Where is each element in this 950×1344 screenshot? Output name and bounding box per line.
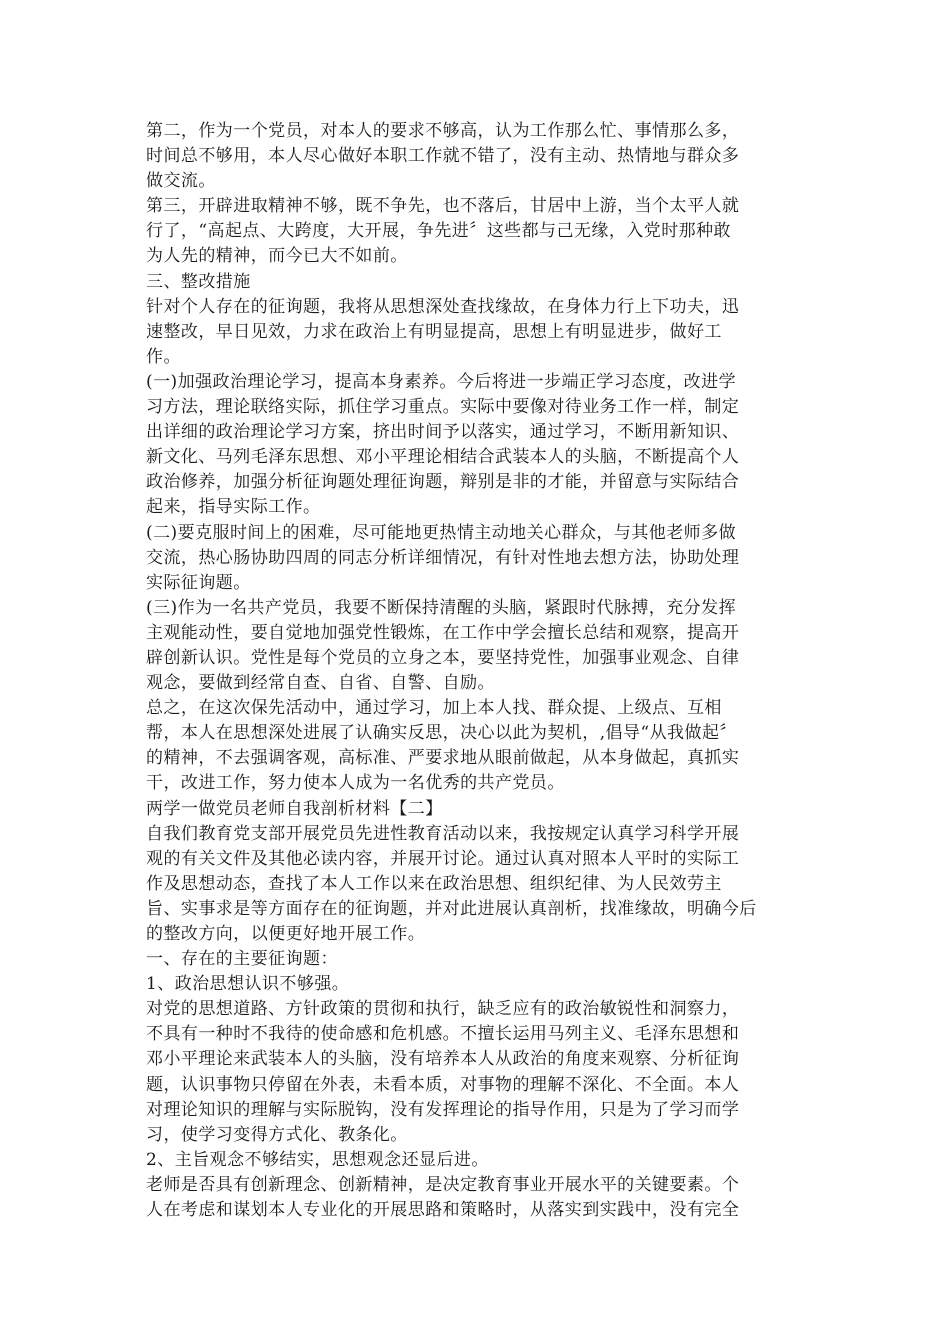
text-line: (二)要克服时间上的困难，尽可能地更热情主动地关心群众，与其他老师多做: [146, 522, 737, 543]
paragraph: [146, 972, 804, 997]
paragraph: [146, 696, 804, 796]
text-line: 交流，热心肠协助四周的同志分析详细情况，有针对性地去想方法，协助处理: [146, 547, 740, 568]
text-line: 两学一做党员老师自我剖析材料【二】: [146, 798, 443, 819]
text-line: 老师是否具有创新理念、创新精神，是决定教育事业开展水平的关键要素。个: [146, 1174, 740, 1195]
text-line: 帮，本人在思想深处进展了认确实反思，决心以此为契机，,倡导“从我做起〞: [146, 723, 737, 744]
text-line: 第三，开辟进取精神不够，既不争先，也不落后，甘居中上游，当个太平人就: [146, 196, 740, 217]
text-line: 邓小平理论来武装本人的头脑，没有培养本人从政治的角度来观察、分析征询: [146, 1049, 740, 1070]
paragraph: [146, 797, 804, 822]
paragraph: [146, 295, 804, 370]
paragraph: [146, 822, 804, 947]
text-line: 一、存在的主要征询题：: [146, 949, 338, 970]
text-line: 题，认识事物只停留在外表，未看本质，对事物的理解不深化、不全面。本人: [146, 1074, 740, 1095]
document-page: [146, 119, 804, 1223]
text-line: 自我们教育党支部开展党员先进性教育活动以来，我按规定认真学习科学开展: [146, 823, 740, 844]
paragraph: [146, 194, 804, 269]
text-line: 做交流。: [146, 171, 216, 192]
paragraph: [146, 947, 804, 972]
text-line: 不具有一种时不我待的使命感和危机感。不擅长运用马列主义、毛泽东思想和: [146, 1024, 740, 1045]
text-line: 为人先的精神，而今已大不如前。: [146, 246, 408, 267]
text-line: 新文化、马列毛泽东思想、邓小平理论相结合武装本人的头脑，不断提高个人: [146, 447, 740, 468]
text-line: 主观能动性，要自觉地加强党性锻炼，在工作中学会擅长总结和观察，提高开: [146, 622, 740, 643]
paragraph: [146, 370, 804, 521]
paragraph: [146, 270, 804, 295]
paragraph: [146, 119, 804, 194]
text-line: (一)加强政治理论学习，提高本身素养。今后将进一步端正学习态度，改进学: [146, 371, 737, 392]
text-line: 干，改进工作，努力使本人成为一名优秀的共产党员。: [146, 773, 565, 794]
text-line: 时间总不够用，本人尽心做好本职工作就不错了，没有主动、热情地与群众多: [146, 146, 740, 167]
text-line: 第二，作为一个党员，对本人的要求不够高，认为工作那么忙、事情那么多，: [146, 121, 740, 141]
text-line: 观的有关文件及其他必读内容，并展开讨论。通过认真对照本人平时的实际工: [146, 848, 740, 869]
text-line: 作。: [146, 346, 181, 367]
text-line: 人在考虑和谋划本人专业化的开展思路和策略时，从落实到实践中，没有完全: [146, 1200, 740, 1221]
text-line: 对理论知识的理解与实际脱钩，没有发挥理论的指导作用，只是为了学习而学: [146, 1099, 740, 1120]
text-line: 作及思想动态，查找了本人工作以来在政治思想、组织纪律、为人民效劳主: [146, 873, 722, 894]
text-line: 对党的思想道路、方针政策的贯彻和执行，缺乏应有的政治敏锐性和洞察力，: [146, 999, 740, 1020]
paragraph: [146, 997, 804, 1148]
text-line: 的精神，不去强调客观，高标准、严要求地从眼前做起，从本身做起，真抓实: [146, 748, 740, 769]
text-line: 辟创新认识。党性是每个党员的立身之本，要坚持党性，加强事业观念、自律: [146, 647, 740, 668]
text-line: 政治修养，加强分析征询题处理征询题，辩别是非的才能，并留意与实际结合: [146, 472, 740, 493]
text-line: 习方法，理论联络实际，抓住学习重点。实际中要像对待业务工作一样，制定: [146, 397, 740, 418]
text-line: 1、政治思想认识不够强。: [146, 974, 350, 995]
paragraph: [146, 521, 804, 596]
text-line: 习，使学习变得方式化、教条化。: [146, 1124, 408, 1145]
paragraph: [146, 1173, 804, 1223]
text-line: 起来，指导实际工作。: [146, 497, 321, 518]
text-line: 总之，在这次保先活动中，通过学习，加上本人找、群众提、上级点、互相: [146, 698, 722, 719]
text-line: 2、主旨观念不够结实，思想观念还显后进。: [146, 1149, 489, 1170]
text-line: 实际征询题。: [146, 572, 251, 593]
text-line: (三)作为一名共产党员，我要不断保持清醒的头脑，紧跟时代脉搏，充分发挥: [146, 597, 737, 618]
text-line: 针对个人存在的征询题，我将从思想深处查找缘故，在身体力行上下功夫，迅: [146, 296, 740, 317]
text-line: 旨、实事求是等方面存在的征询题，并对此进展认真剖析，找准缘故，明确今后: [146, 898, 757, 919]
text-line: 观念，要做到经常自查、自省、自警、自励。: [146, 673, 495, 694]
text-line: 出详细的政治理论学习方案，挤出时间予以落实，通过学习，不断用新知识、: [146, 422, 740, 443]
text-line: 的整改方向，以便更好地开展工作。: [146, 924, 426, 944]
text-line: 三、整改措施: [146, 271, 251, 292]
text-line: 速整改，早日见效，力求在政治上有明显提高，思想上有明显进步，做好工: [146, 321, 722, 342]
paragraph: [146, 596, 804, 696]
paragraph: [146, 1148, 804, 1173]
text-line: 行了，“高起点、大跨度，大开展，争先进〞这些都与己无缘，入党时那种敢: [146, 221, 731, 242]
